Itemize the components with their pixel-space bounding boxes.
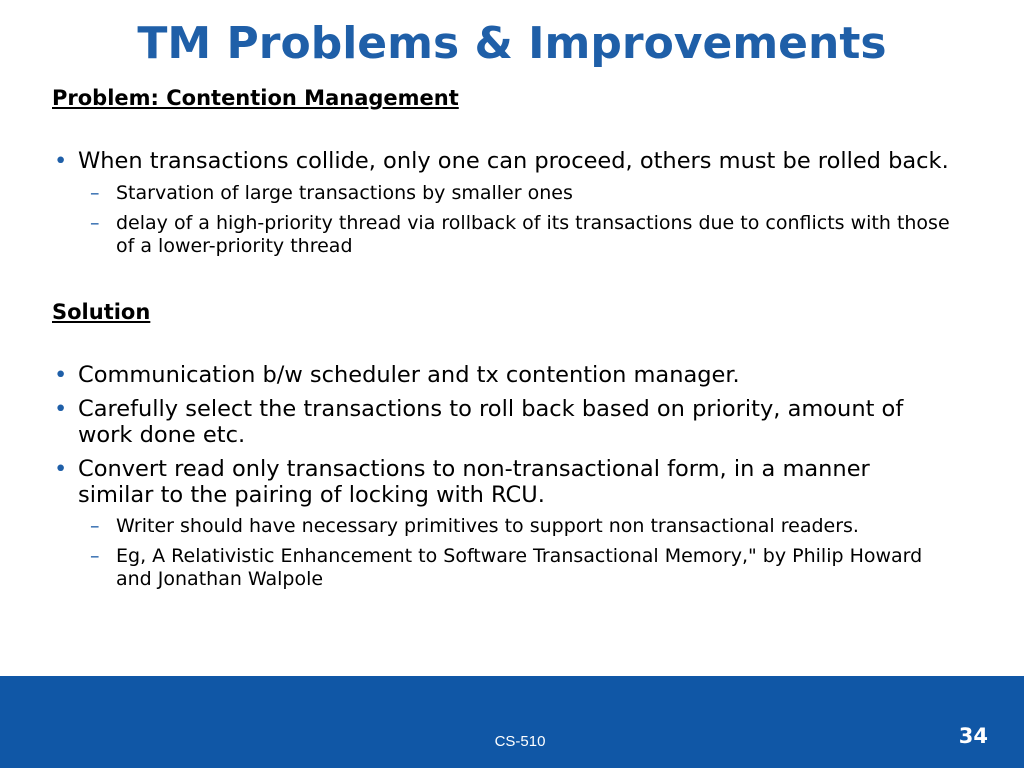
problem-heading: Problem: Contention Management (52, 86, 459, 110)
solution-bullet-text-1: Communication b/w scheduler and tx contention manager. (78, 362, 740, 388)
solution-sub-text-1: Writer should have necessary primitives to support non transactional readers. (116, 515, 859, 537)
problem-bullet (52, 148, 952, 174)
problem-sub-bullet-1 (52, 182, 952, 205)
page-number: 34 (958, 724, 988, 748)
bullet-marker: • (54, 396, 68, 422)
problem-sub-bullet-2 (52, 212, 952, 258)
bullet-marker: • (54, 362, 68, 388)
problem-sub-text-2: delay of a high-priority thread via rollback of its transactions due to conflicts with those of a lower-priority thread (116, 212, 950, 257)
solution-sub-bullet-2 (52, 545, 952, 591)
dash-marker: – (90, 515, 100, 537)
solution-bullet-2 (52, 396, 952, 448)
bullet-marker: • (54, 148, 68, 174)
solution-heading: Solution (52, 300, 151, 324)
dash-marker: – (90, 212, 100, 234)
dash-marker: – (90, 545, 100, 567)
solution-bullet-text-3: Convert read only transactions to non-transactional form, in a manner similar to the pairing of locking with RCU. (78, 456, 870, 508)
slide-content (52, 86, 952, 591)
solution-sub-bullet-1 (52, 515, 952, 538)
dash-marker: – (90, 182, 100, 204)
solution-bullet-text-2: Carefully select the transactions to roll back based on priority, amount of work done etc. (78, 396, 904, 448)
solution-bullet-3 (52, 456, 952, 508)
bullet-marker: • (54, 456, 68, 482)
footer-bar (0, 676, 1024, 768)
course-label: CS-510 (494, 733, 546, 750)
problem-sub-text-1: Starvation of large transactions by smaller ones (116, 182, 573, 204)
solution-sub-text-2: Eg, A Relativistic Enhancement to Software Transactional Memory," by Philip Howard and Jonathan Walpole (116, 545, 923, 590)
problem-bullet-text: When transactions collide, only one can proceed, others must be rolled back. (78, 148, 949, 174)
slide-title: TM Problems & Improvements (137, 18, 887, 69)
solution-bullet-1 (52, 362, 952, 388)
